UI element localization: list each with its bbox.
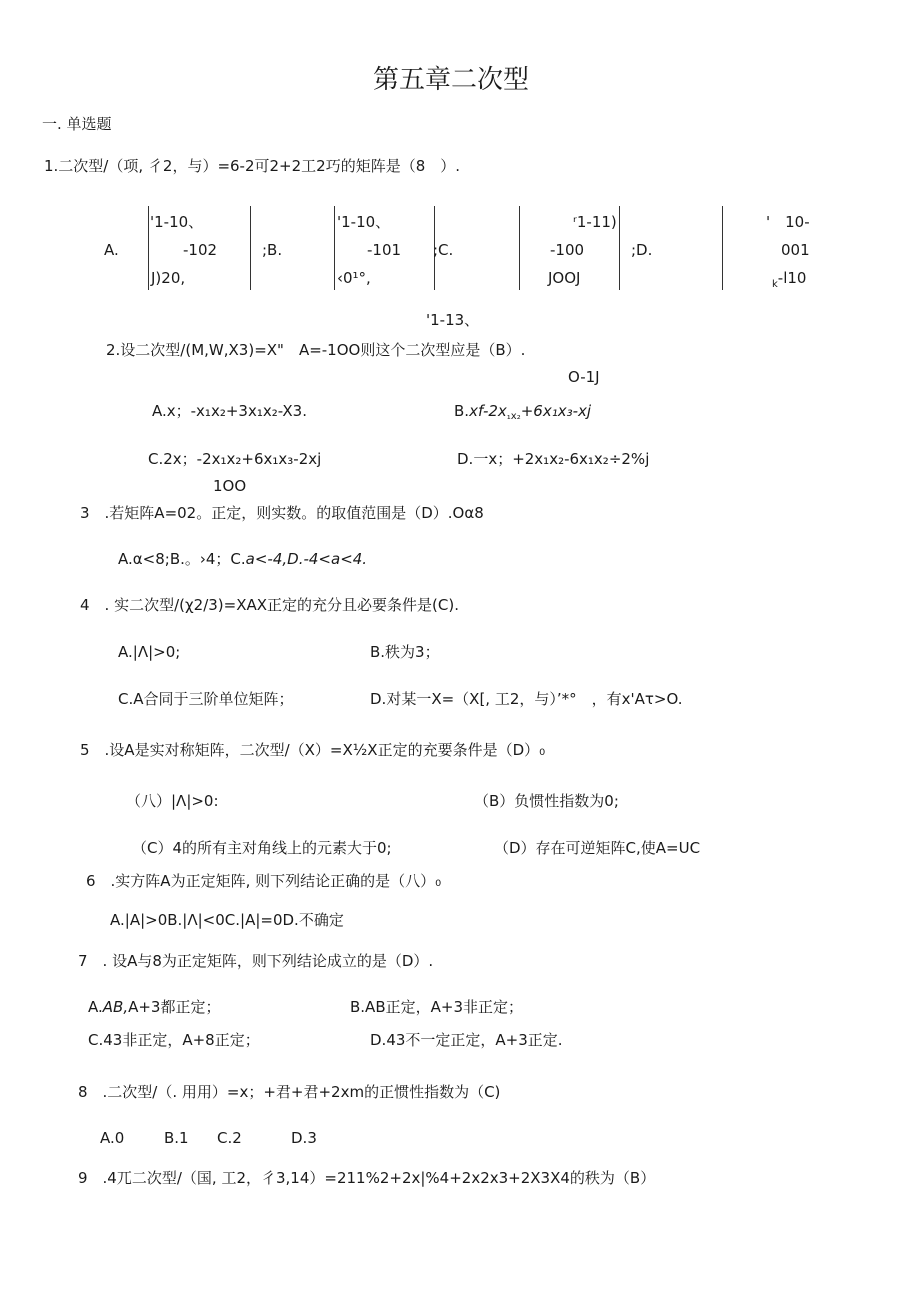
q1-stem: 1.二次型/（项, 彳2，与）=6-2可2+2工2巧的矩阵是（8 ）. [44,157,461,175]
q2-option-b-sub: ₁x₂ [506,411,521,422]
q3-options [118,550,367,568]
q3-options-plain: A.α<8;B.。›4；C. [118,550,246,568]
q7-stem: 7 . 设A与8为正定矩阵，则下列结论成立的是（D）. [78,952,434,970]
q7-option-b: B.AB正定，A+3非正定； [350,998,523,1016]
q7-option-a [88,998,220,1016]
q7-option-a-prefix: A. [88,998,103,1016]
q8-option-d: D.3 [291,1129,317,1147]
q1-a-left-bracket [148,206,149,290]
q4-option-b: B.秩为3； [370,643,440,661]
q5-option-d: （D）存在可逆矩阵C,使A=UC [494,839,701,857]
q1-c-row2: -100 [550,241,585,259]
q1-option-a-label: A. [104,241,119,259]
q5-option-b: （B）负惯性指数为0; [474,792,619,810]
q2-option-d: D.一x；+2x₁x₂-6x₁x₂÷2%j [457,450,650,468]
q1-d-row1: ' 10- [766,213,810,231]
q7-option-a-rest: A+3都正定； [128,998,221,1016]
q1-b-row3: ‹0¹°, [337,269,371,287]
q7-option-c: C.43非正定，A+8正定； [88,1031,260,1049]
q1-option-d-label: ;D. [631,241,653,259]
q2-option-c: C.2x；-2x₁x₂+6x₁x₃-2xj [148,450,322,468]
q2-matrix-row3: O-1J [568,368,600,386]
q3-matrix-row1: 1OO [213,477,247,495]
q1-c-row3: JOOJ [548,269,581,287]
q4-option-c: C.A合同于三阶单位矩阵； [118,690,294,708]
q2-option-b [454,402,591,426]
q2-option-b-rest: +6x₁x₃-xj [520,402,592,420]
q1-d-left-bracket [722,206,723,290]
q1-b-left-bracket [334,206,335,290]
section-heading: 一. 单选题 [42,115,112,133]
q4-stem: 4 . 实二次型/(χ2/3)=XAX正定的充分且必要条件是(C). [80,596,459,614]
q1-a-row2: -102 [183,241,218,259]
q1-d-row3 [772,269,806,294]
q1-a-row3: J)20, [151,269,186,287]
q6-stem: 6 .实方阵A为正定矩阵, 则下列结论正确的是（八）₀ [86,872,442,890]
q1-c-left-bracket [519,206,520,290]
q2-option-b-italic: xf-2x [469,402,507,420]
q2-stem: 2.设二次型/(M,W,X3)=X" A=-1OO则这个二次型应是（B）. [106,341,526,359]
q3-options-italic: a<-4,D.-4<a<4. [245,550,368,568]
q1-b-row2: -101 [367,241,402,259]
q1-d-row3-sub: k [772,279,778,290]
q8-stem: 8 .二次型/（. 用用）=x；+君+君+2xm的正惯性指数为（C) [78,1083,501,1101]
q6-options: A.|A|>0B.|Λ|<0C.|A|=0D.不确定 [110,911,344,929]
q5-option-c: （C）4的所有主对角线上的元素大于0; [132,839,392,857]
q5-option-a: （八）|Λ|>0: [126,792,219,810]
q1-option-b-label: ;B. [262,241,283,259]
q8-option-a: A.0 [100,1129,125,1147]
q4-option-a: A.|Λ|>0; [118,643,181,661]
q1-option-c-label: ;C. [433,241,454,259]
q8-option-b: B.1 [164,1129,189,1147]
q2-option-b-prefix: B. [454,402,470,420]
q1-d-row3-value: -l10 [777,269,807,287]
q7-option-a-italic: AB, [102,998,129,1016]
q5-stem: 5 .设A是实对称矩阵，二次型/（X）=X½X正定的充要条件是（D）₀ [80,741,546,759]
q1-b-row1: '1-10、 [337,213,391,231]
q1-a-row1: '1-10、 [150,213,204,231]
q1-c-right-bracket [619,206,620,290]
q9-stem: 9 .4兀二次型/（国, 工2，彳3,14）=211%2+2x|%4+2x2x3+2X3X4的秩为（B） [78,1169,656,1187]
q7-option-d: D.43不一定正定，A+3正定. [370,1031,563,1049]
q4-option-d: D.对某一X=（X[, 工2，与）’*° ，有x'Aτ>O. [370,690,683,708]
q1-a-right-bracket [250,206,251,290]
q1-c-row1: ʳ1-11) [573,213,617,231]
q2-option-a: A.x；-x₁x₂+3x₁x₂-X3. [152,402,307,420]
page-title: 第五章二次型 [373,65,530,95]
q2-matrix-row1: '1-13、 [426,311,480,329]
q8-option-c: C.2 [217,1129,242,1147]
q3-stem: 3 .若矩阵A=02。正定，则实数。的取值范围是（D）.Oα8 [80,504,484,522]
q1-d-row2: 001 [781,241,810,259]
